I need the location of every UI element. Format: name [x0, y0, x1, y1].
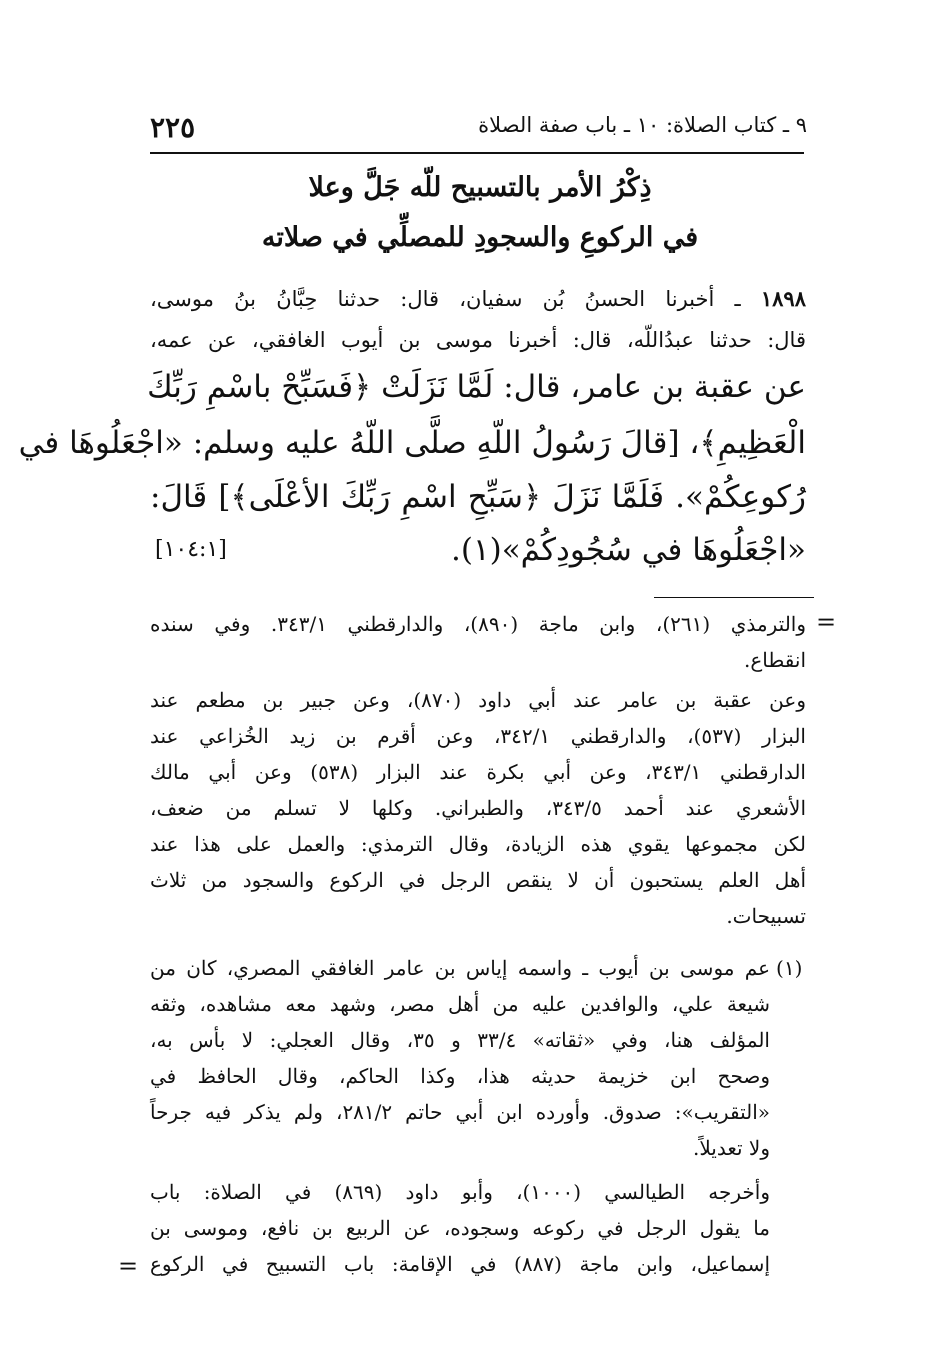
continuation-mark: =: [816, 608, 837, 636]
footnote-cont-line-2: انقطاع.: [743, 648, 806, 672]
footnote-cont-line-1: والترمذي (٢٦١)، وابن ماجة (٨٩٠)، والدارقطني ٣٤٣/١. وفي سنده: [150, 612, 807, 636]
section-title-line-1: ذِكْرُ الأمر بالتسبيح للّه جَلَّ وعلا: [308, 172, 652, 203]
footnote-para2-line-2: البزار (٥٣٧)، والدارقطني ٣٤٢/١، وعن أقرم بن زيد الخُزاعي عند: [150, 724, 806, 748]
hadith-line-1: [150, 286, 806, 311]
hadith-line-5: رُكوعِكُمْ». فَلَمَّا نَزَلَ ﴿سَبِّحِ اسْمِ رَبِّكَ الأعْلَى﴾] قَالَ:: [150, 479, 806, 515]
footnote-1-line-4: وصحح ابن خزيمة حديثه هذا، وكذا الحاكم، وقال الحافظ في: [150, 1064, 770, 1088]
footnote-1-line-6: ولا تعديلاً.: [693, 1136, 770, 1160]
footnote-para2-line-3: الدارقطني ٣٤٣/١، وعن أبي بكرة عند البزار (٥٣٨) وعن أبي مالك: [150, 760, 806, 784]
footnote-para2-line-6: أهل العلم يستحبون أن لا ينقص الرجل في الركوع والسجود من ثلاث: [150, 868, 806, 892]
hadith-line-2: قال: حدثنا عبدُاللّه، قال: أخبرنا موسى بن أيوب الغافقي، عن عمه،: [150, 328, 806, 352]
footnote-para2-line-1: وعن عقبة بن عامر عند أبي داود (٨٧٠)، وعن جبير بن مطعم عند: [150, 688, 806, 712]
footnote-1-line-5: «التقريب»: صدوق. وأورده ابن أبي حاتم ٢٨١/٢، ولم يذكر فيه جرحاً: [150, 1100, 770, 1124]
footnote-1-line-2: شيعة علي، والوافدين عليه من أهل مصر، وشهد معه مشاهده، وثقه: [150, 992, 770, 1016]
footnote-para2-line-4: الأشعري عند أحمد ٣٤٣/٥، والطبراني. وكلها لا تسلم من ضعف،: [150, 796, 807, 820]
page-number: ٢٢٥: [150, 111, 196, 144]
header-divider: [150, 152, 804, 154]
hadith-reference: [١٠٤:١]: [155, 537, 227, 562]
end-continuation-mark: =: [118, 1252, 139, 1280]
hadith-line-4: الْعَظِيمِ﴾، [قالَ رَسُولُ اللّهِ صلَّى اللّهُ عليه وسلم: «اجْعَلُوهَا في: [18, 425, 806, 461]
footnote-1-line-3: المؤلف هنا، وفي «ثقاته» ٣٣/٤ و ٣٥، وقال العجلي: لا بأس به،: [150, 1028, 770, 1052]
footnote-1-line-1: عم موسى بن أيوب ـ واسمه إياس بن عامر الغافقي المصري، كان من: [150, 956, 770, 980]
hadith-number: ١٨٩٨: [760, 286, 806, 311]
section-title-line-2: في الركوعِ والسجودِ للمصلِّي في صلاته: [261, 222, 699, 253]
footnote-1-para2-line-1: وأخرجه الطيالسي (١٠٠٠)، وأبو داود (٨٦٩) في الصلاة: باب: [150, 1180, 770, 1204]
footnote-para2-line-5: لكن مجموعها يقوي هذه الزيادة، وقال الترمذي: والعمل على هذا عند: [150, 832, 806, 856]
hadith-line-6: «اجْعَلُوهَا في سُجُودِكُمْ»(١).: [451, 532, 806, 568]
running-header-chapter: ٩ ـ كتاب الصلاة: ١٠ ـ باب صفة الصلاة: [478, 113, 807, 137]
footnote-divider: [654, 597, 814, 598]
footnote-1-para2-line-3: إسماعيل، وابن ماجة (٨٨٧) في الإقامة: باب التسبيح في الركوع: [150, 1252, 770, 1276]
footnote-1-marker: (١): [776, 956, 803, 980]
footnote-1-para2-line-2: ما يقول الرجل في ركوعه وسجوده، عن الربيع بن نافع، وموسى بن: [150, 1216, 770, 1240]
footnote-para2-line-7: تسبيحات.: [726, 904, 806, 928]
hadith-line-3: عن عقبة بن عامر، قال: لَمَّا نَزَلَتْ ﴿فَسَبِّحْ باسْمِ رَبِّكَ: [147, 369, 806, 405]
hadith-line-1-text: ـ أخبرنا الحسنُ بُن سفيان، قال: حدثنا حِبَّانُ بنُ موسى،: [150, 287, 741, 311]
